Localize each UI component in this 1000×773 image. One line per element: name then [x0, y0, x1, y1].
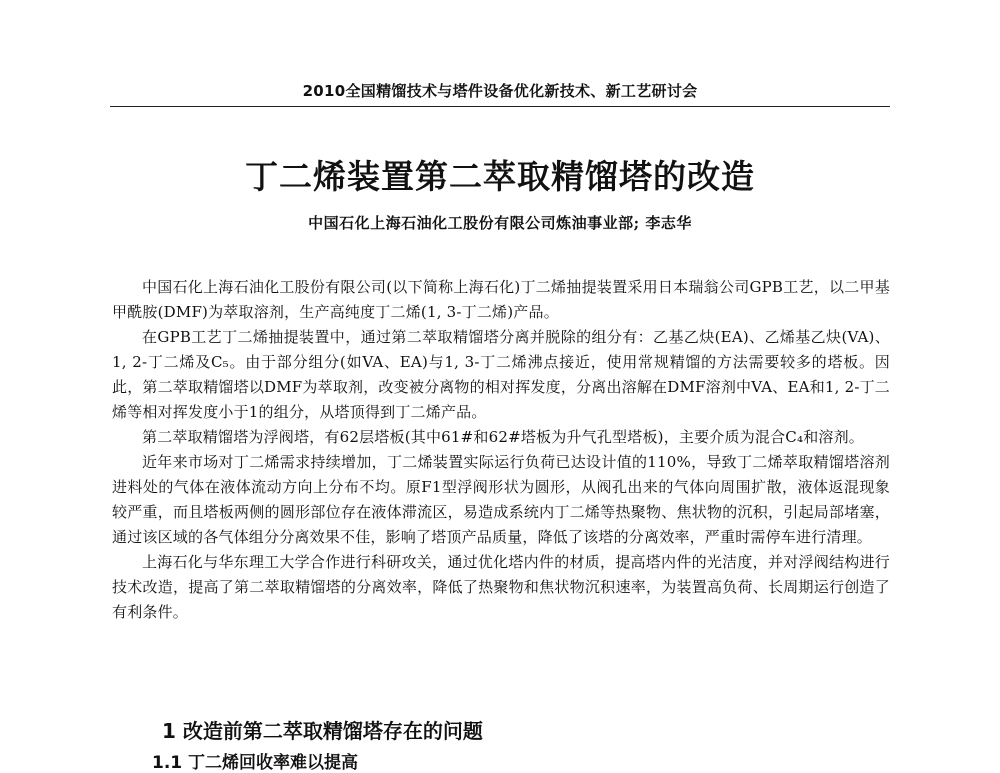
paragraph: 第二萃取精馏塔为浮阀塔，有62层塔板(其中61#和62#塔板为升气孔型塔板)，主要介质为混合C₄和溶剂。	[142, 428, 864, 446]
running-header: 2010全国精馏技术与塔件设备优化新技术、新工艺研讨会	[302, 82, 698, 100]
paragraph: 近年来市场对丁二烯需求持续增加，丁二烯装置实际运行负荷已达设计值的110%，导致丁二烯萃取精馏塔溶剂进料处的气体在液体流动方向上分布不均。原F1型浮阀形状为圆形，从阀孔出来的气体向周围扩散，液体返混现象较严重，而且塔板两侧的圆形部位存在液体滞流区，易造成系统内丁二烯等热聚物、焦状物的沉积，引起局部堵塞，通过该区域的各气体组分分离效果不佳，影响了塔顶产品质量，降低了该塔的分离效率，严重时需停车进行清理。	[112, 453, 890, 546]
author-affiliation: 中国石化上海石油化工股份有限公司炼油事业部; 李志华	[308, 214, 692, 232]
section-heading: 1 改造前第二萃取精馏塔存在的问题	[162, 719, 483, 743]
paper-title: 丁二烯装置第二萃取精馏塔的改造	[245, 157, 755, 197]
header-rule	[110, 106, 890, 107]
paragraph: 中国石化上海石油化工股份有限公司(以下简称上海石化)丁二烯抽提装置采用日本瑞翁公司GPB工艺，以二甲基甲酰胺(DMF)为萃取溶剂，生产高纯度丁二烯(1, 3-丁二烯)产品。	[112, 278, 890, 321]
paragraph: 上海石化与华东理工大学合作进行科研攻关，通过优化塔内件的材质，提高塔内件的光洁度，并对浮阀结构进行技术改造，提高了第二萃取精馏塔的分离效率，降低了热聚物和焦状物沉积速率，为装置高负荷、长周期运行创造了有利条件。	[112, 553, 890, 621]
subsection-heading: 1.1 丁二烯回收率难以提高	[152, 753, 359, 773]
body-text	[112, 275, 890, 625]
paragraph: 在GPB工艺丁二烯抽提装置中，通过第二萃取精馏塔分离并脱除的组分有：乙基乙炔(EA)、乙烯基乙炔(VA)、1, 2-丁二烯及C₅。由于部分组分(如VA、EA)与1, 3-丁二烯沸点接近，使用常规精馏的方法需要较多的塔板。因此，第二萃取精馏塔以DMF为萃取剂，改变被分离物的相对挥发度，分离出溶解在DMF溶剂中VA、EA和1, 2-丁二烯等相对挥发度小于1的组分，从塔顶得到丁二烯产品。	[112, 328, 890, 421]
